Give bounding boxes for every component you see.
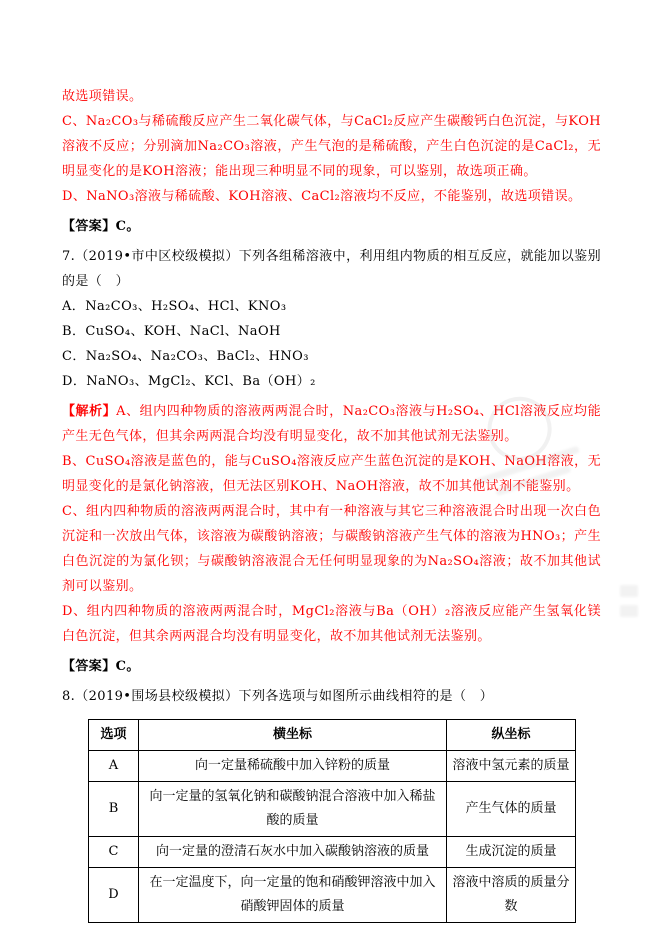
- cell-x-axis: 向一定量的澄清石灰水中加入碳酸钠溶液的质量: [139, 837, 447, 868]
- cell-x-axis: 在一定温度下，向一定量的饱和硝酸钾溶液中加入硝酸钾固体的质量: [139, 868, 447, 923]
- header-option: 选项: [89, 720, 139, 751]
- analysis-7-option-a-text: A、组内四种物质的溶液两两混合时，Na₂CO₃溶液与H₂SO₄、HCl溶液反应均能产生无色气体，但其余两两混合均没有明显变化，故不加其他试剂无法鉴别。: [62, 404, 601, 444]
- question-8-options-table: [88, 719, 576, 923]
- question-7-option-c: C．Na₂SO₄、Na₂CO₃、BaCl₂、HNO₃: [62, 349, 309, 364]
- table-row: [89, 751, 576, 782]
- cell-y-axis: 生成沉淀的质量: [447, 837, 576, 868]
- question-7-option-a: A．Na₂CO₃、H₂SO₄、HCl、KNO₃: [62, 299, 287, 314]
- watermark-dot: [620, 605, 638, 617]
- analysis-option-d: D、NaNO₃溶液与稀硫酸、KOH溶液、CaCl₂溶液均不反应，不能鉴别，故选项错误。: [62, 189, 582, 204]
- answer-question-7: 【答案】C。: [62, 659, 140, 674]
- table-header-row: [89, 720, 576, 751]
- question-7-option-b: B．CuSO₄、KOH、NaCl、NaOH: [62, 324, 281, 339]
- question-7-option-d: D．NaNO₃、MgCl₂、KCl、Ba（OH）₂: [62, 374, 316, 389]
- analysis-7-option-b: B、CuSO₄溶液是蓝色的，能与CuSO₄溶液反应产生蓝色沉淀的是KOH、NaOH溶液，无明显变化的是氯化钠溶液，但无法区别KOH、NaOH溶液，故不加其他试剂不能鉴别。: [62, 454, 601, 494]
- analysis-label: 【解析】: [62, 404, 117, 419]
- table-row: [89, 782, 576, 837]
- table-row: [89, 868, 576, 923]
- header-y-axis: 纵坐标: [447, 720, 576, 751]
- watermark-edge-mark: [620, 585, 646, 625]
- cell-y-axis: 产生气体的质量: [447, 782, 576, 837]
- analysis-7-option-c: C、组内四种物质的溶液两两混合时，其中有一种溶液与其它三种溶液混合时出现一次白色沉淀和一次放出气体，该溶液为碳酸钠溶液；与碳酸钠溶液产生气体的溶液为HNO₃；产生白色沉淀的为氯化钡；与碳酸钠溶液混合无任何明显现象的为Na₂SO₄溶液；故不加其他试剂可以鉴别。: [62, 504, 601, 594]
- cell-y-axis: 溶液中氢元素的质量: [447, 751, 576, 782]
- cell-option-label: D: [89, 868, 139, 923]
- header-x-axis: 横坐标: [139, 720, 447, 751]
- analysis-option-c: C、Na₂CO₃与稀硫酸反应产生二氧化碳气体，与CaCl₂反应产生碳酸钙白色沉淀，与KOH溶液不反应；分别滴加Na₂CO₃溶液，产生气泡的是稀硫酸，产生白色沉淀的是CaCl₂，无明显变化的是KOH溶液；能出现三种明显不同的现象，可以鉴别，故选项正确。: [62, 114, 601, 179]
- cell-option-label: C: [89, 837, 139, 868]
- cell-option-label: A: [89, 751, 139, 782]
- analysis-7-option-d: D、组内四种物质的溶液两两混合时，MgCl₂溶液与Ba（OH）₂溶液反应能产生氢氧化镁白色沉淀，但其余两两混合均没有明显变化，故不加其他试剂无法鉴别。: [62, 604, 601, 644]
- analysis-7-option-a: [62, 399, 601, 449]
- cell-x-axis: 向一定量的氢氧化钠和碳酸钠混合溶液中加入稀盐酸的质量: [139, 782, 447, 837]
- cell-x-axis: 向一定量稀硫酸中加入锌粉的质量: [139, 751, 447, 782]
- question-7-stem: 7.（2019•市中区校级模拟）下列各组稀溶液中，利用组内物质的相互反应，就能加以鉴别的是（ ）: [62, 249, 601, 289]
- analysis-conclusion-line: 故选项错误。: [62, 89, 143, 104]
- cell-y-axis: 溶液中溶质的质量分数: [447, 868, 576, 923]
- answer-question-6: 【答案】C。: [62, 219, 140, 234]
- cell-option-label: B: [89, 782, 139, 837]
- question-8-stem: 8.（2019•围场县校级模拟）下列各选项与如图所示曲线相符的是（ ）: [62, 689, 494, 704]
- watermark-dot: [620, 585, 638, 597]
- table-row: [89, 837, 576, 868]
